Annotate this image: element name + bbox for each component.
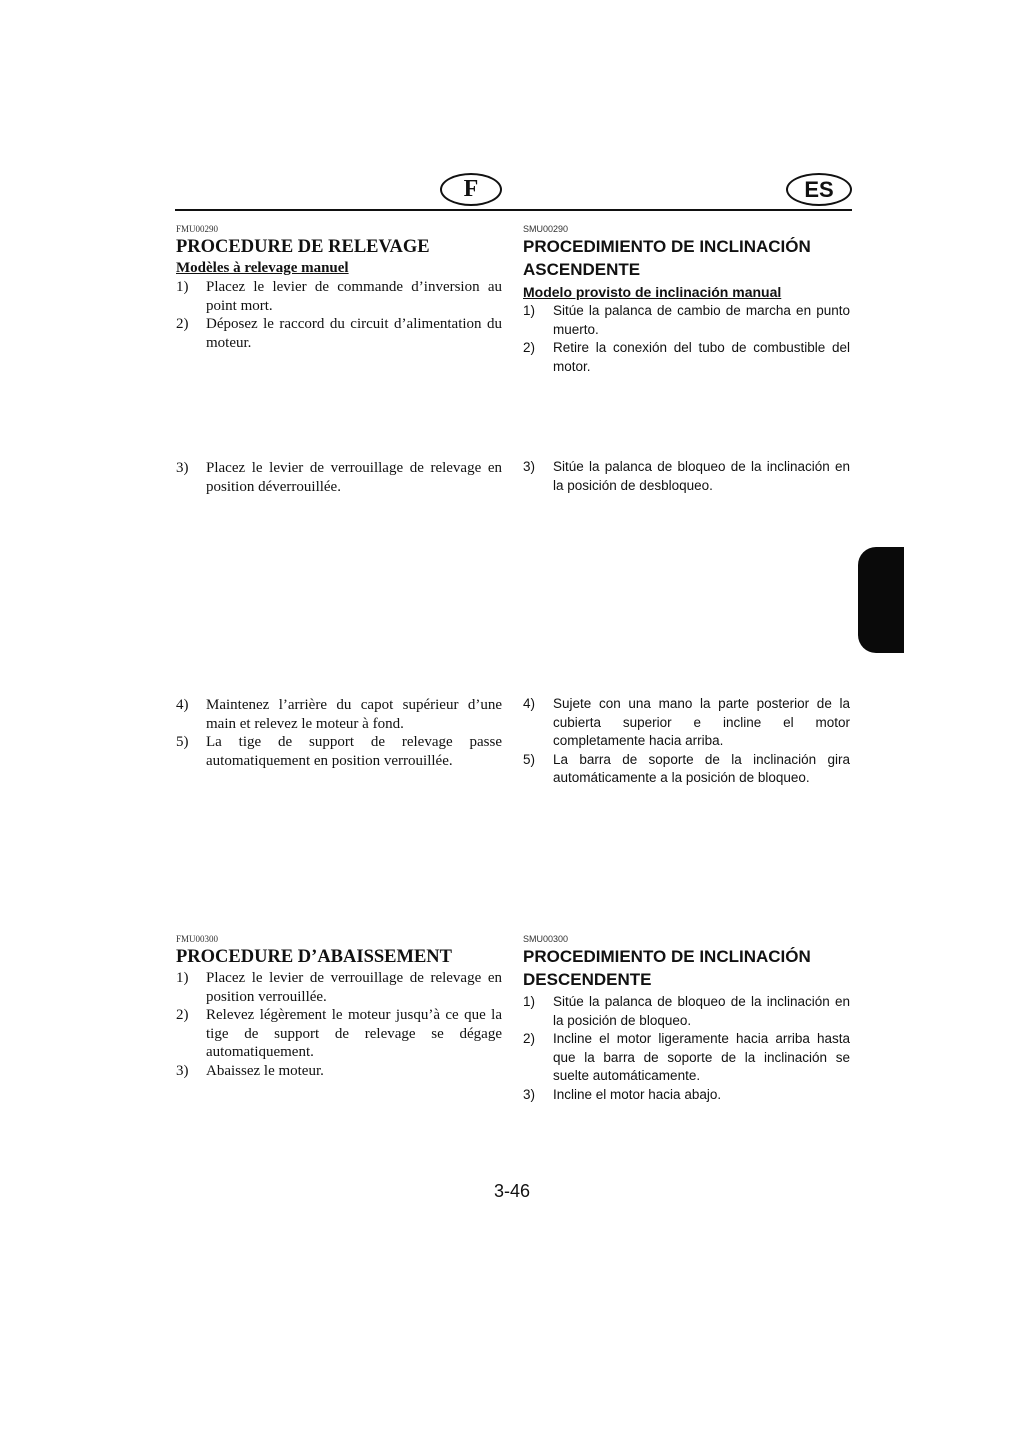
step-list-es (523, 993, 850, 1105)
step-item: 1) Placez le levier de verrouillage de relevage en position verrouillée. (176, 970, 502, 1005)
step-list-fr (176, 969, 502, 1081)
step-item: 1) Placez le levier de commande d’inversion au point mort. (176, 279, 502, 314)
step-item: 2) Relevez légèrement le moteur jusqu’à ce que la tige de support de relevage se dégage automatiquement. (176, 1007, 502, 1061)
section-title-es: PROCEDIMIENTO DE INCLINACIÓN DESCENDENTE (523, 947, 811, 989)
section-title-fr: PROCEDURE D’ABAISSEMENT (176, 947, 452, 967)
relevage-section-fr (176, 235, 502, 352)
header-rule (175, 209, 852, 211)
steps45-block-es (523, 695, 850, 788)
step-item: 4) Sujete con una mano la parte posterior de la cubierta superior e incline el motor completamente hacia arriba. (523, 696, 850, 749)
chapter-side-tab (858, 547, 904, 653)
section-code-es: SMU00290 (523, 224, 569, 234)
steps45-block-fr (176, 696, 502, 770)
step-item: 4) Maintenez l’arrière du capot supérieur d’une main et relevez le moteur à fond. (176, 697, 502, 732)
section-code-es: SMU00300 (523, 934, 569, 944)
step3-block-es (523, 458, 850, 495)
step-item: 3) Sitúe la palanca de bloqueo de la inclinación en la posición de desbloqueo. (523, 459, 850, 493)
step-item: 3) Placez le levier de verrouillage de relevage en position déverrouillée. (176, 460, 502, 495)
step-list-fr (176, 278, 502, 352)
step-list-es (523, 302, 850, 376)
step-item: 1) Sitúe la palanca de bloqueo de la inclinación en la posición de bloqueo. (523, 994, 850, 1028)
abaissement-section-fr (176, 945, 502, 1081)
step-item: 5) La tige de support de relevage passe automatiquement en position verrouillée. (176, 734, 502, 769)
french-language-badge: F (440, 173, 502, 206)
abaissement-section-es (523, 945, 850, 1105)
step-item: 1) Sitúe la palanca de cambio de marcha en punto muerto. (523, 303, 850, 337)
section-code-fr: FMU00290 (176, 224, 219, 234)
relevage-section-es (523, 235, 850, 376)
section-subtitle-es: Modelo provisto de inclinación manual (523, 284, 782, 300)
step-item: 2) Retire la conexión del tubo de combustible del motor. (523, 340, 850, 374)
step-item: 3) Incline el motor hacia abajo. (523, 1086, 722, 1102)
section-title-fr: PROCEDURE DE RELEVAGE (176, 237, 430, 257)
step-item: 3) Abaissez le moteur. (176, 1062, 324, 1079)
step-item: 2) Déposez le raccord du circuit d’alimentation du moteur. (176, 316, 502, 351)
section-title-es: PROCEDIMIENTO DE INCLINACIÓN ASCENDENTE (523, 237, 811, 279)
spanish-language-badge: ES (786, 173, 852, 206)
step-item: 2) Incline el motor ligeramente hacia arriba hasta que la barra de soporte de la inclinación se suelte automáticamente. (523, 1031, 850, 1084)
step3-block-fr (176, 459, 502, 496)
step-item: 5) La barra de soporte de la inclinación gira automáticamente a la posición de bloqueo. (523, 751, 850, 786)
section-subtitle-fr: Modèles à relevage manuel (176, 260, 349, 276)
section-code-fr: FMU00300 (176, 934, 219, 944)
page-number: 3-46 (493, 1181, 531, 1201)
